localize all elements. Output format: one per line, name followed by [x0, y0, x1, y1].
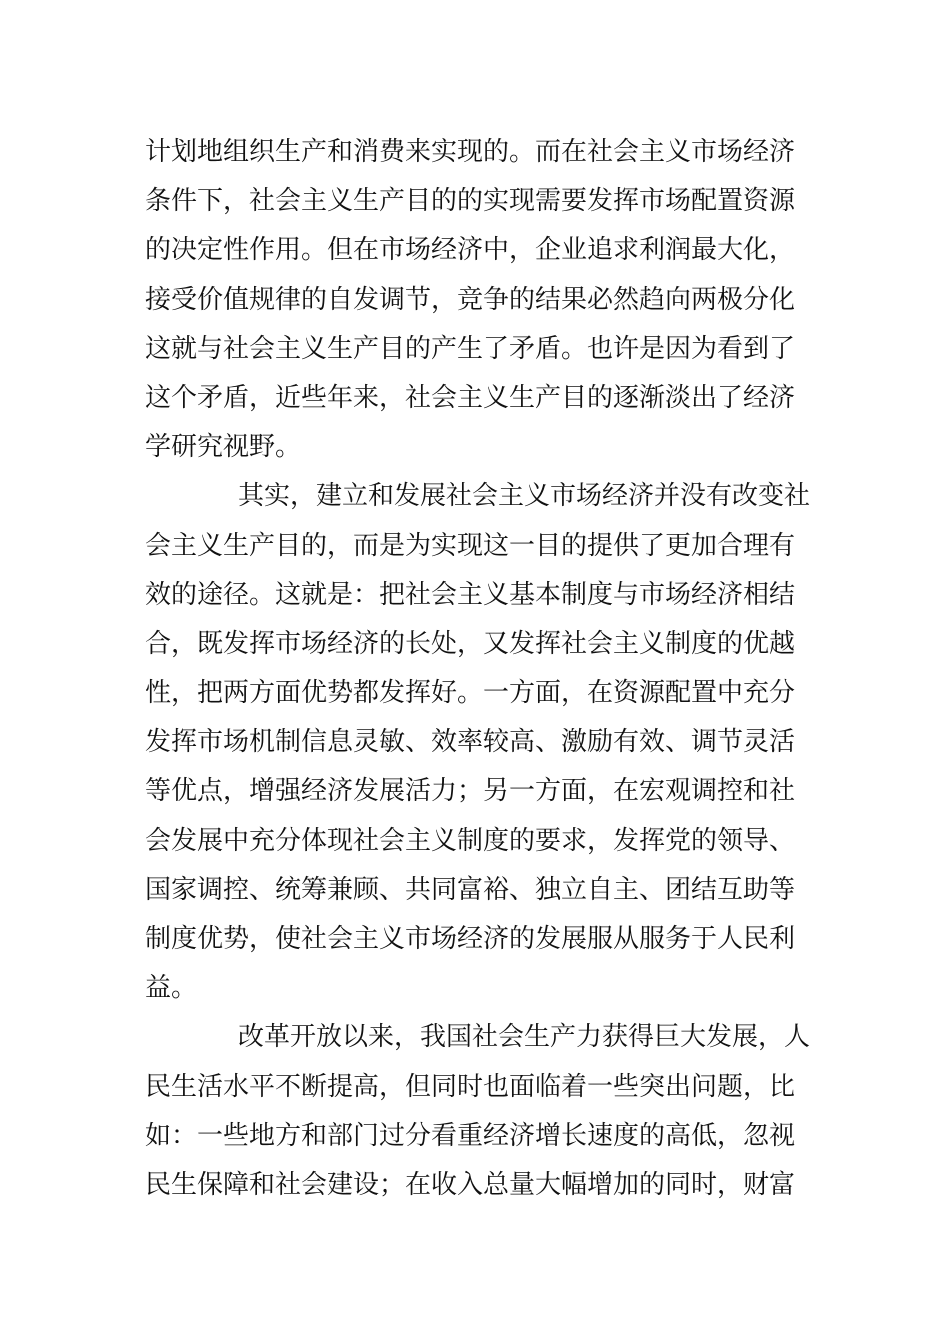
- paragraph-2-line-1: 其实，建立和发展社会主义市场经济并没有改变社: [238, 481, 811, 512]
- paragraph-1-line-3: 的决定性作用。但在市场经济中，企业追求利润最大化，: [145, 235, 796, 266]
- paragraph-1-line-6: 这个矛盾，近些年来，社会主义生产目的逐渐淡出了经济: [145, 382, 796, 413]
- paragraph-3: [145, 1013, 810, 1210]
- paragraph-2-line-5: 性，把两方面优势都发挥好。一方面，在资源配置中充分: [145, 678, 796, 709]
- paragraph-1-line-2: 条件下，社会主义生产目的的实现需要发挥市场配置资源: [145, 186, 796, 217]
- paragraph-2-line-11: 益。: [145, 973, 198, 1004]
- paragraph-2-line-4: 合，既发挥市场经济的长处，又发挥社会主义制度的优越: [145, 628, 796, 659]
- paragraph-1-line-7: 学研究视野。: [145, 432, 302, 463]
- paragraph-2: [145, 472, 810, 1013]
- paragraph-2-line-7: 等优点，增强经济发展活力；另一方面，在宏观调控和社: [145, 776, 796, 807]
- paragraph-1: [145, 128, 810, 472]
- paragraph-3-line-2: 民生活水平不断提高，但同时也面临着一些突出问题，比: [145, 1071, 796, 1102]
- paragraph-1-line-5: 这就与社会主义生产目的产生了矛盾。也许是因为看到了: [145, 333, 796, 364]
- paragraph-1-line-1: 计划地组织生产和消费来实现的。而在社会主义市场经济: [145, 137, 796, 167]
- body-text: [145, 128, 810, 1210]
- paragraph-1-line-4: 接受价值规律的自发调节，竞争的结果必然趋向两极分化: [145, 284, 796, 315]
- paragraph-2-line-9: 国家调控、统筹兼顾、共同富裕、独立自主、团结互助等: [145, 874, 796, 905]
- paragraph-3-line-3: 如：一些地方和部门过分看重经济增长速度的高低，忽视: [145, 1120, 796, 1151]
- paragraph-2-line-2: 会主义生产目的，而是为实现这一目的提供了更加合理有: [145, 530, 796, 561]
- paragraph-2-line-10: 制度优势，使社会主义市场经济的发展服从服务于人民利: [145, 924, 796, 954]
- paragraph-3-line-4: 民生保障和社会建设；在收入总量大幅增加的同时，财富: [145, 1169, 796, 1200]
- paragraph-2-line-8: 会发展中充分体现社会主义制度的要求，发挥党的领导、: [145, 825, 796, 856]
- paragraph-2-line-6: 发挥市场机制信息灵敏、效率较高、激励有效、调节灵活: [145, 727, 796, 758]
- paragraph-2-line-3: 效的途径。这就是：把社会主义基本制度与市场经济相结: [145, 579, 796, 610]
- paragraph-3-line-1: 改革开放以来，我国社会生产力获得巨大发展，人: [238, 1022, 811, 1053]
